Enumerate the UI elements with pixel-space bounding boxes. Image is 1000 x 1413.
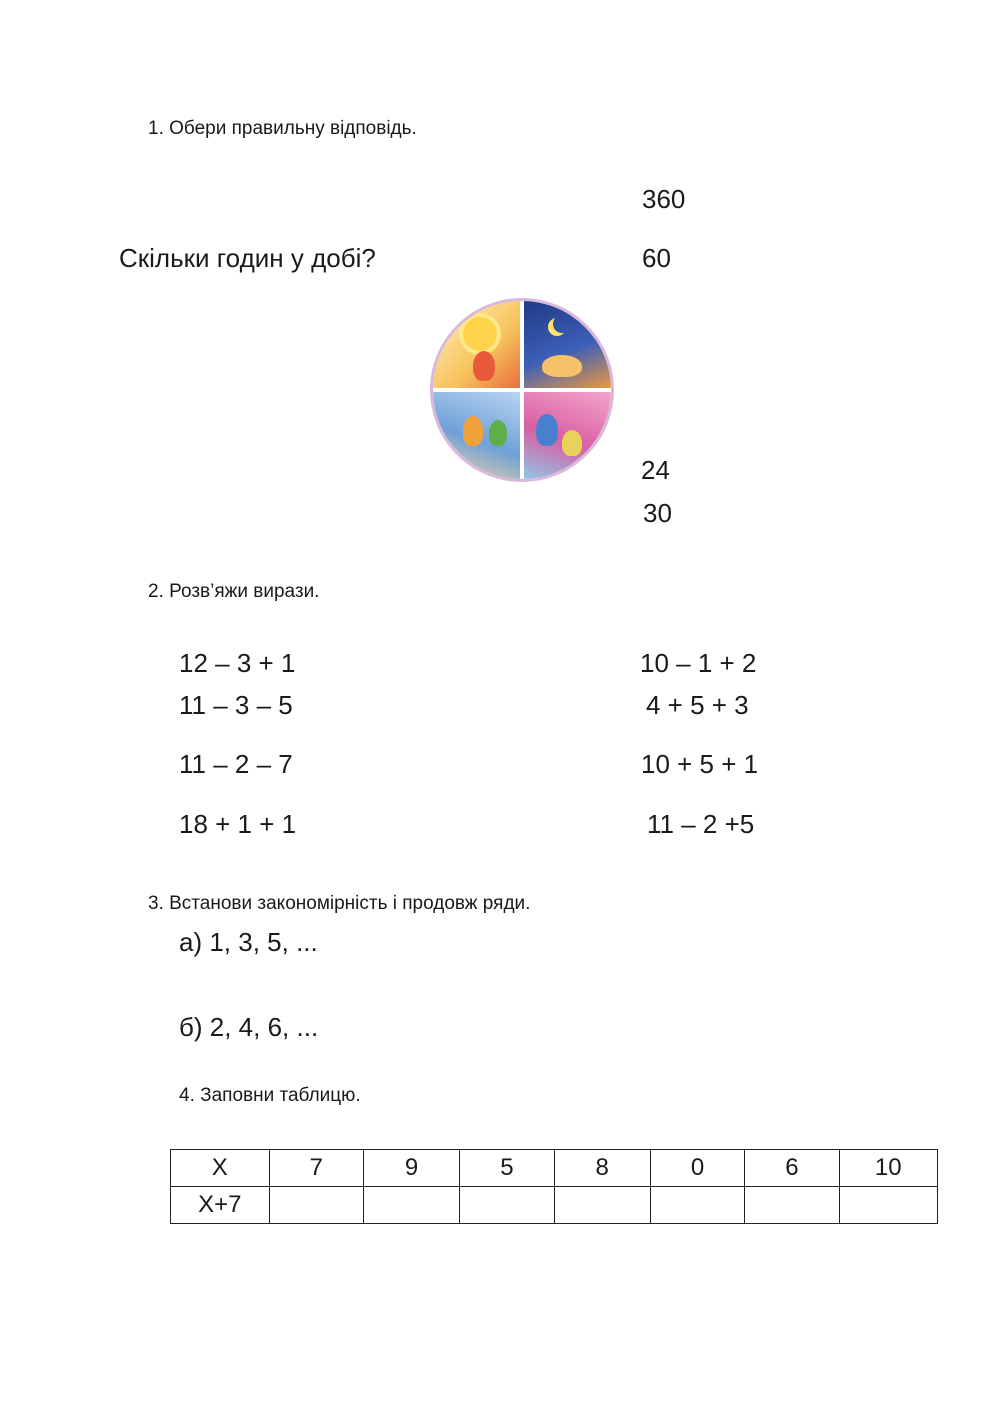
expression-right-4: 11 – 2 +5 [647,809,755,839]
day-quadrant [433,390,522,479]
expression-left-3: 11 – 2 – 7 [179,749,293,779]
sequence-a: а) 1, 3, 5, ... [179,927,318,957]
table-row [171,1187,938,1224]
expression-left-2: 11 – 3 – 5 [179,690,293,720]
table-row [171,1150,938,1187]
night-quadrant [522,301,611,390]
table-answer-cell[interactable] [460,1187,554,1224]
answer-option-4[interactable]: 30 [643,498,672,528]
table-cell-value: 5 [460,1150,554,1187]
child-figure [473,351,495,381]
task3-heading: 3. Встанови закономірність і продовж ряди. [148,893,531,914]
clock-divider [433,388,611,392]
table-answer-cell[interactable] [554,1187,650,1224]
table-answer-cell[interactable] [650,1187,744,1224]
day-parts-clock-image [430,298,614,482]
table-cell-value: 10 [839,1150,937,1187]
table-cell-value: 7 [269,1150,363,1187]
expression-right-2: 4 + 5 + 3 [646,690,749,720]
fill-in-table [170,1149,938,1224]
moon-icon [553,315,571,333]
table-answer-cell[interactable] [839,1187,937,1224]
table-header-x-plus-7: Х+7 [171,1187,270,1224]
question-text: Скільки годин у добі? [119,243,376,273]
table-answer-cell[interactable] [363,1187,459,1224]
table-cell-value: 0 [650,1150,744,1187]
answer-option-1[interactable]: 360 [642,184,686,214]
child-figure [536,414,558,446]
answer-option-2[interactable]: 60 [642,243,671,273]
task2-heading: 2. Розв’яжи вирази. [148,581,320,602]
sleeping-child-figure [542,355,582,377]
expression-left-1: 12 – 3 + 1 [179,648,296,678]
morning-quadrant [433,301,522,390]
expression-left-4: 18 + 1 + 1 [179,809,297,839]
child-figure [463,416,483,446]
evening-quadrant [522,390,611,479]
task4-heading: 4. Заповни таблицю. [179,1085,361,1106]
table-answer-cell[interactable] [745,1187,839,1224]
toy-blocks [562,430,582,456]
table-cell-value: 9 [363,1150,459,1187]
table-answer-cell[interactable] [269,1187,363,1224]
expression-right-1: 10 – 1 + 2 [640,648,757,678]
sun-icon [463,317,497,351]
sequence-b: б) 2, 4, 6, ... [179,1012,319,1042]
answer-option-3[interactable]: 24 [641,455,670,485]
child-figure [489,420,507,446]
expression-right-3: 10 + 5 + 1 [641,749,759,779]
task1-heading: 1. Обери правильну відповідь. [148,118,417,139]
table-cell-value: 6 [745,1150,839,1187]
table-header-x: Х [171,1150,270,1187]
table-cell-value: 8 [554,1150,650,1187]
